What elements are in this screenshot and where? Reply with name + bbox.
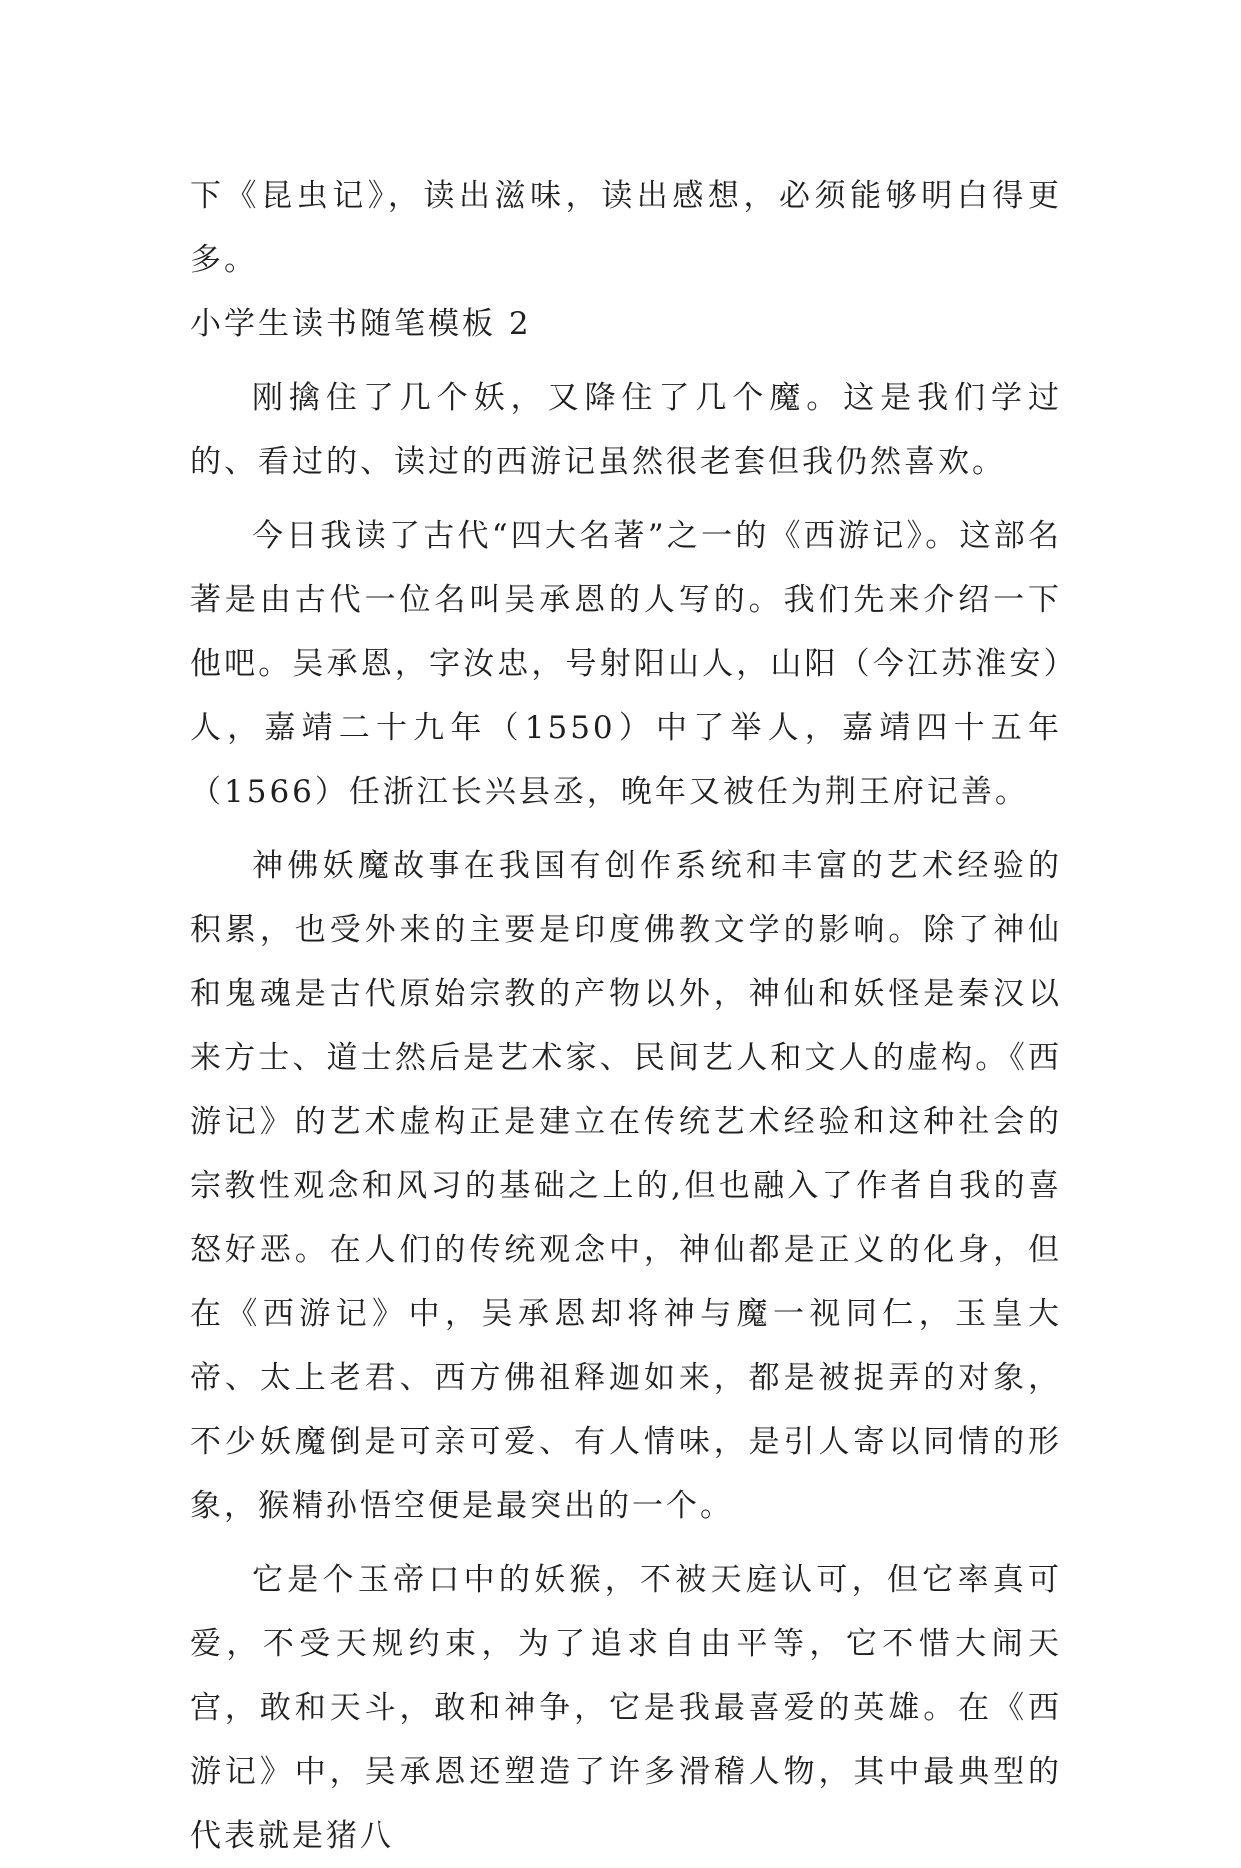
document-body [190,164,1062,1868]
intro-line: 下《昆虫记》，读出滋味，读出感想，必须能够明白得更多。 [190,178,1062,278]
paragraph-3: 神佛妖魔故事在我国有创作系统和丰富的艺术经验的积累，也受外来的主要是印度佛教文学的影响。除了神仙和鬼魂是古代原始宗教的产物以外，神仙和妖怪是秦汉以来方士、道士然后是艺术家、民间艺人和文人的虚构。《西游记》的艺术虚构正是建立在传统艺术经验和这种社会的宗教性观念和风习的基础之上的,但也融入了作者自我的喜怒好恶。在人们的传统观念中，神仙都是正义的化身，但在《西游记》中，吴承恩却将神与魔一视同仁，玉皇大帝、太上老君、西方佛祖释迦如来，都是被捉弄的对象，不少妖魔倒是可亲可爱、有人情味，是引人寄以同情的形象，猴精孙悟空便是最突出的一个。 [190,848,1062,1524]
paragraph-1: 刚擒住了几个妖，又降住了几个魔。这是我们学过的、看过的、读过的西游记虽然很老套但我仍然喜欢。 [190,380,1062,480]
section-heading: 小学生读书随笔模板 2 [190,306,532,342]
paragraph-4: 它是个玉帝口中的妖猴，不被天庭认可，但它率真可爱，不受天规约束，为了追求自由平等，它不惜大闹天宫，敢和天斗，敢和神争，它是我最喜爱的英雄。在《西游记》中，吴承恩还塑造了许多滑稽人物，其中最典型的代表就是猪八 [190,1562,1062,1854]
paragraph-2: 今日我读了古代“四大名著”之一的《西游记》。这部名著是由古代一位名叫吴承恩的人写的。我们先来介绍一下他吧。吴承恩，字汝忠，号射阳山人，山阳（今江苏淮安）人，嘉靖二十九年（1550）中了举人，嘉靖四十五年（1566）任浙江长兴县丞，晚年又被任为荆王府记善。 [190,518,1062,810]
